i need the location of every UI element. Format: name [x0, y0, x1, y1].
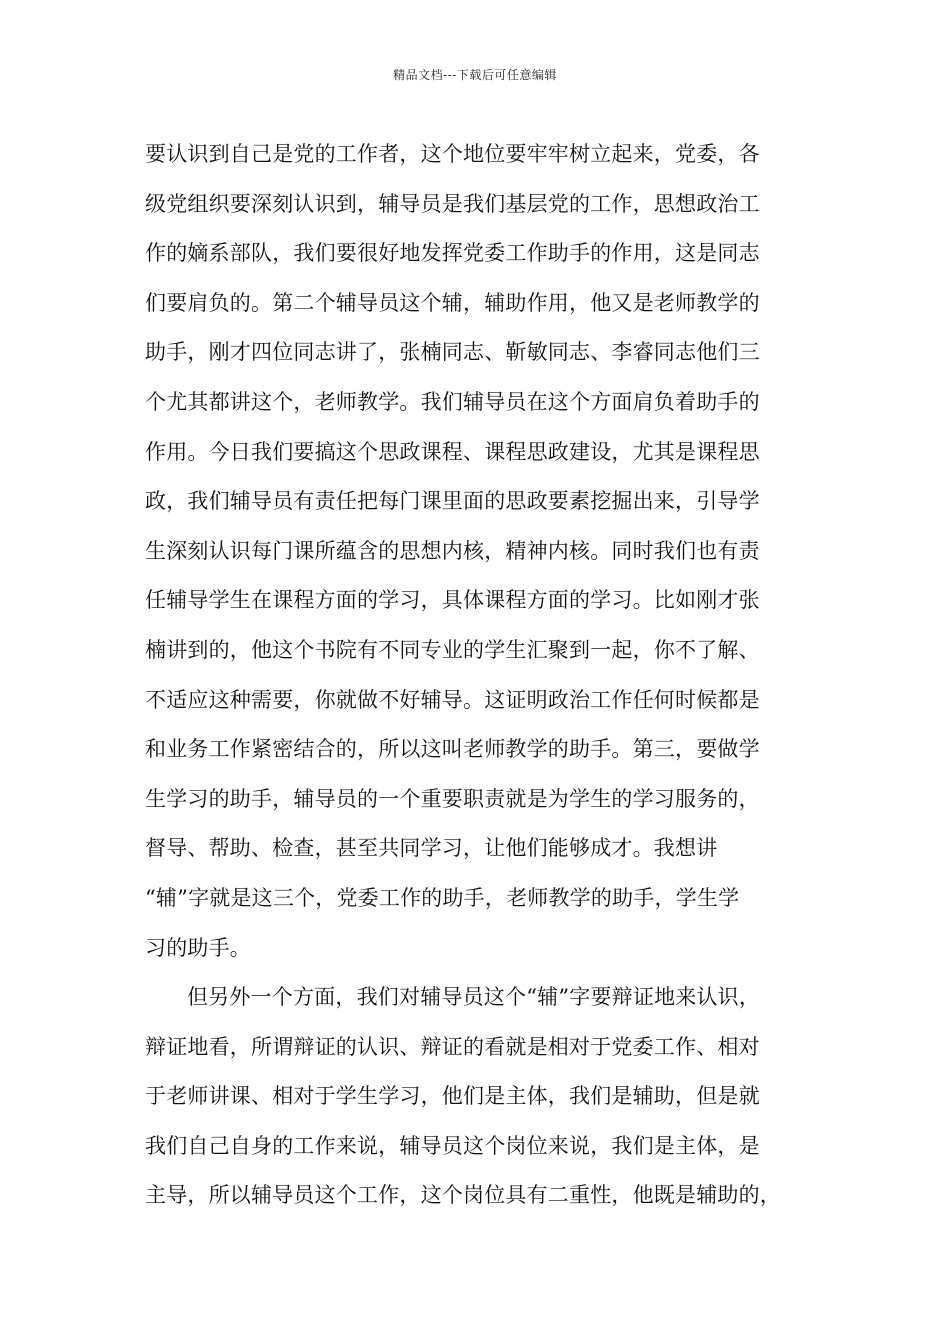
text-line: 任辅导学生在课程方面的学习，具体课程方面的学习。比如刚才张: [145, 588, 760, 613]
text-line-indented: 但另外一个方面，我们对辅导员这个“辅”字要辩证地来认识，: [187, 985, 761, 1010]
text-line: “辅”字就是这三个，党委工作的助手，老师教学的助手，学生学: [145, 885, 740, 910]
text-line: 辩证地看，所谓辩证的认识、辩证的看就是相对于党委工作、相对: [145, 1034, 760, 1059]
text-line: 督导、帮助、检查，甚至共同学习，让他们能够成才。我想讲: [145, 836, 718, 861]
text-line: 于老师讲课、相对于学生学习，他们是主体，我们是辅助，但是就: [145, 1084, 760, 1109]
page-header: 精品文档---下载后可任意编辑: [393, 68, 557, 82]
text-line: 要认识到自己是党的工作者，这个地位要牢牢树立起来，党委，各: [145, 142, 760, 166]
text-line: 不适应这种需要，你就做不好辅导。这证明政治工作任何时候都是: [145, 687, 760, 712]
paragraph-1: [145, 130, 825, 973]
text-line: 个尤其都讲这个，老师教学。我们辅导员在这个方面肩负着助手的: [145, 389, 760, 414]
text-line: 生深刻认识每门课所蕴含的思想内核，精神内核。同时我们也有责: [145, 538, 760, 563]
text-line: 我们自己自身的工作来说，辅导员这个岗位来说，我们是主体，是: [145, 1133, 760, 1158]
text-line: 级党组织要深刻认识到，辅导员是我们基层党的工作，思想政治工: [145, 191, 760, 216]
text-line: 和业务工作紧密结合的，所以这叫老师教学的助手。第三，要做学: [145, 737, 760, 762]
text-line: 生学习的助手，辅导员的一个重要职责就是为学生的学习服务的，: [145, 786, 760, 811]
text-line: 助手，刚才四位同志讲了，张楠同志、靳敏同志、李睿同志他们三: [145, 340, 760, 365]
text-line: 们要肩负的。第二个辅导员这个辅，辅助作用，他又是老师教学的: [145, 290, 760, 315]
text-line: 主导，所以辅导员这个工作，这个岗位具有二重性，他既是辅助的，: [145, 1183, 781, 1208]
text-line: 政，我们辅导员有责任把每门课里面的思政要素挖掘出来，引导学: [145, 489, 760, 514]
text-line: 作的嫡系部队，我们要很好地发挥党委工作助手的作用，这是同志: [145, 241, 760, 266]
body-text: [145, 130, 825, 1221]
text-line: 作用。今日我们要搞这个思政课程、课程思政建设，尤其是课程思: [145, 439, 760, 464]
text-line: 习的助手。: [145, 935, 251, 960]
paragraph-2: [145, 973, 825, 1221]
text-line: 楠讲到的，他这个书院有不同专业的学生汇聚到一起，你不了解、: [145, 637, 760, 662]
